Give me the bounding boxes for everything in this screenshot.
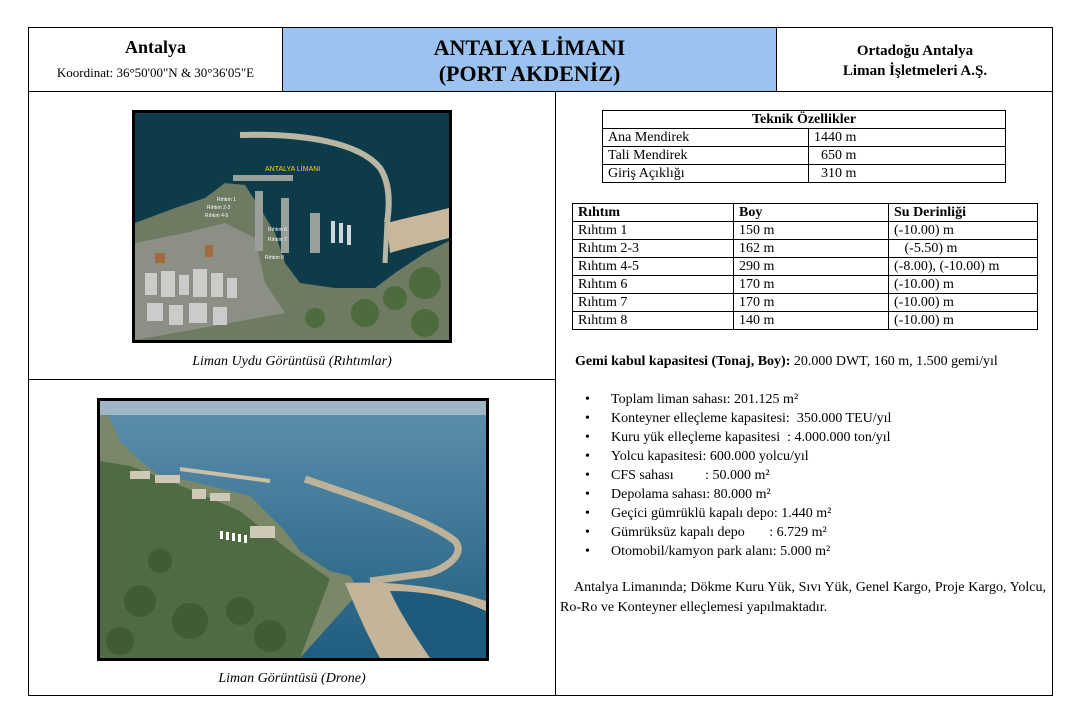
spec-label: Tali Mendirek	[603, 147, 809, 165]
features-list	[581, 390, 891, 561]
berth-depth: (-10.00) m	[889, 312, 1038, 330]
berth-depth: (-10.00) m	[889, 222, 1038, 240]
berth-length: 150 m	[734, 222, 889, 240]
list-item: • Konteyner elleçleme kapasitesi: 350.000 TEU/yıl	[581, 409, 891, 428]
images-column	[29, 92, 556, 696]
table-row	[573, 258, 1038, 276]
list-item: • Gümrüksüz kapalı depo : 6.729 m²	[581, 523, 891, 542]
table-row	[573, 294, 1038, 312]
table-row	[573, 312, 1038, 330]
berth-name: Rıhtım 2-3	[573, 240, 734, 258]
satellite-label-berth2-3: Rıhtım 2-3	[207, 205, 231, 211]
berth-name: Rıhtım 8	[573, 312, 734, 330]
drone-image-cell	[29, 380, 555, 696]
spec-label: Ana Mendirek	[603, 129, 809, 147]
satellite-caption: Liman Uydu Görüntüsü (Rıhtımlar)	[192, 354, 392, 369]
list-item: • CFS sahası : 50.000 m²	[581, 466, 891, 485]
berth-depth: (-5.50) m	[889, 240, 1038, 258]
satellite-label-berth6: Rıhtım 6	[268, 227, 287, 233]
port-title	[283, 28, 777, 92]
table-row	[573, 240, 1038, 258]
info-column	[556, 92, 1053, 696]
technical-specs-table	[602, 110, 1006, 183]
col-header-length: Boy	[734, 204, 889, 222]
list-item: • Geçici gümrüklü kapalı depo: 1.440 m²	[581, 504, 891, 523]
col-header-depth: Su Derinliği	[889, 204, 1038, 222]
list-item: • Yolcu kapasitesi: 600.000 yolcu/yıl	[581, 447, 891, 466]
coordinates: Koordinat: 36°50'00"N & 30°36'05"E	[56, 65, 255, 80]
table-row	[573, 222, 1038, 240]
ship-capacity	[575, 354, 998, 370]
berth-length: 140 m	[734, 312, 889, 330]
berth-length: 162 m	[734, 240, 889, 258]
berth-depth: (-10.00) m	[889, 276, 1038, 294]
spec-value: 310 m	[809, 165, 1006, 183]
berth-name: Rıhtım 1	[573, 222, 734, 240]
satellite-label-berth7: Rıhtım 7	[268, 237, 287, 243]
operator-cell	[777, 28, 1053, 92]
ship-capacity-value: 20.000 DWT, 160 m, 1.500 gemi/yıl	[790, 354, 998, 369]
satellite-label-berth1: Rıhtım 1	[217, 197, 236, 203]
berth-depth: (-10.00) m	[889, 294, 1038, 312]
table-header-row	[573, 204, 1038, 222]
satellite-image	[132, 110, 452, 343]
berth-depth: (-8.00), (-10.00) m	[889, 258, 1038, 276]
berth-name: Rıhtım 4-5	[573, 258, 734, 276]
location-cell	[29, 28, 283, 92]
port-info-sheet	[28, 27, 1053, 696]
port-title-line2: (PORT AKDENİZ)	[438, 61, 621, 86]
berth-length: 170 m	[734, 294, 889, 312]
drone-image	[97, 398, 489, 661]
technical-specs-title: Teknik Özellikler	[603, 111, 1006, 129]
spec-label: Giriş Açıklığı	[603, 165, 809, 183]
berth-length: 170 m	[734, 276, 889, 294]
operator-line2: Liman İşletmeleri A.Ş.	[842, 63, 988, 79]
table-row	[603, 129, 1006, 147]
table-row	[603, 147, 1006, 165]
berth-name: Rıhtım 6	[573, 276, 734, 294]
operator-line1: Ortadoğu Antalya	[856, 43, 974, 59]
drone-caption: Liman Görüntüsü (Drone)	[218, 671, 366, 686]
satellite-port-label: ANTALYA LİMANI	[265, 166, 321, 173]
table-row	[603, 165, 1006, 183]
ship-capacity-label: Gemi kabul kapasitesi (Tonaj, Boy):	[575, 354, 791, 369]
city-name: Antalya	[124, 37, 186, 57]
list-item: • Otomobil/kamyon park alanı: 5.000 m²	[581, 542, 891, 561]
berths-table	[572, 203, 1038, 330]
berth-name: Rıhtım 7	[573, 294, 734, 312]
spec-value: 1440 m	[809, 129, 1006, 147]
description-paragraph: Antalya Limanında; Dökme Kuru Yük, Sıvı Yük, Genel Kargo, Proje Kargo, Yolcu, Ro-Ro ve Konteyner elleçlemesi yapılmaktadır.	[560, 580, 1046, 615]
satellite-label-berth4-5: Rıhtım 4-5	[205, 213, 229, 219]
satellite-label-berth8: Rıhtım 8	[265, 255, 284, 261]
port-title-line1: ANTALYA LİMANI	[433, 35, 626, 60]
spec-value: 650 m	[809, 147, 1006, 165]
table-row	[573, 276, 1038, 294]
col-header-berth: Rıhtım	[573, 204, 734, 222]
list-item: • Toplam liman sahası: 201.125 m²	[581, 390, 891, 409]
satellite-image-cell	[29, 92, 555, 380]
list-item: • Kuru yük elleçleme kapasitesi : 4.000.000 ton/yıl	[581, 428, 891, 447]
list-item: • Depolama sahası: 80.000 m²	[581, 485, 891, 504]
berth-length: 290 m	[734, 258, 889, 276]
